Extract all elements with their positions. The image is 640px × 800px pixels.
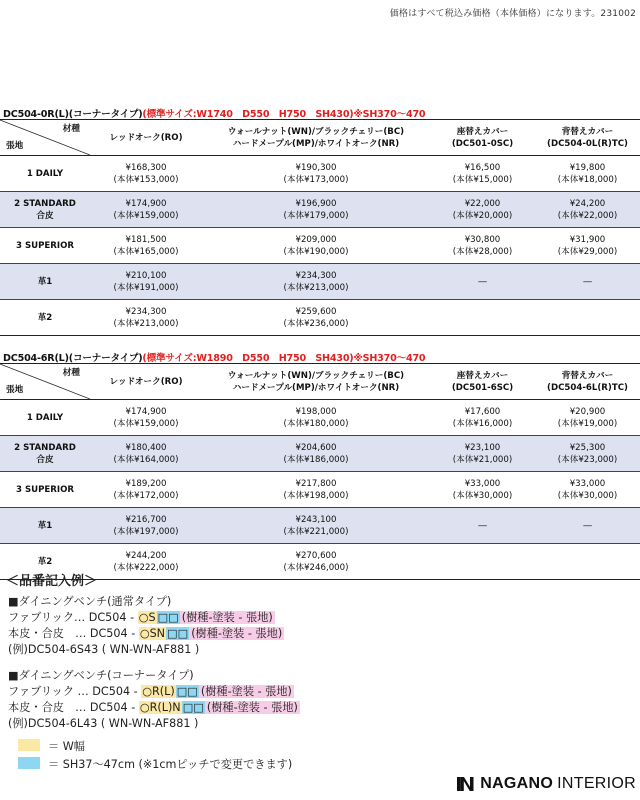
brand-logo: NAGANO INTERIOR — [456, 774, 636, 794]
col-red-oak: レッドオーク(RO) — [90, 120, 202, 156]
table-row: 3 SUPERIOR ¥189,200 (本体¥172,000) ¥217,800 (本体¥198,000) ¥33,000 (本体¥30,000) ¥33,000 (本体¥30,000) — [0, 472, 640, 508]
group1-title: ■ダイニングベンチ(通常タイプ) — [8, 595, 172, 608]
price-note: 価格はすべて税込み価格（本体価格）になります。231002 — [389, 9, 636, 19]
section1-title: DC504-0R(L)(コーナータイプ)(標準サイズ:W1740 D550 H750 SH430)※SH370～470 — [3, 109, 426, 120]
group1-line1: ファブリック… DC504 - ○S □□ (樹種-塗装 - 張地) — [8, 611, 273, 624]
col-back-cover: 背替えカバー (DC504-6L(R)TC) — [535, 364, 640, 400]
table-row: 1 DAILY ¥168,300 (本体¥153,000) ¥190,300 (本体¥173,000) ¥16,500 (本体¥15,000) ¥19,800 (本体¥18,000) — [0, 156, 640, 192]
col-red-oak: レッドオーク(RO) — [90, 364, 202, 400]
col-back-cover: 背替えカバー (DC504-0L(R)TC) — [535, 120, 640, 156]
corner-cell: 材種 張地 — [0, 364, 90, 400]
table-row: 1 DAILY ¥174,900 (本体¥159,000) ¥198,000 (本体¥180,000) ¥17,600 (本体¥16,000) ¥20,900 (本体¥19,000) — [0, 400, 640, 436]
group2-line2: 本皮・合皮 … DC504 - ○R(L)N □□ (樹種-塗装 - 張地) — [8, 701, 298, 714]
table-row: 革2 ¥244,200 (本体¥222,000) ¥270,600 (本体¥246,000) — [0, 544, 640, 580]
price-table-1 — [0, 119, 640, 336]
group2-line1: ファブリック … DC504 - ○R(L) □□ (樹種-塗装 - 張地) — [8, 685, 292, 698]
section2-title: DC504-6R(L)(コーナータイプ)(標準サイズ:W1890 D550 H750 SH430)※SH370～470 — [3, 353, 426, 364]
table-row: 2 STANDARD 合皮 ¥174,900 (本体¥159,000) ¥196,900 (本体¥179,000) ¥22,000 (本体¥20,000) ¥24,200 (本体¥22,000) — [0, 192, 640, 228]
nagano-logo-icon — [456, 774, 476, 794]
col-seat-cover: 座替えカバー (DC501-6SC) — [430, 364, 535, 400]
group1-line2: 本皮・合皮 … DC504 - ○SN □□ (樹種-塗装 - 張地) — [8, 627, 283, 640]
table-row: 2 STANDARD 合皮 ¥180,400 (本体¥164,000) ¥204,600 (本体¥186,000) ¥23,100 (本体¥21,000) ¥25,300 (本体¥23,000) — [0, 436, 640, 472]
table-row: 革1 ¥210,100 (本体¥191,000) ¥234,300 (本体¥213,000) ― ― — [0, 264, 640, 300]
table-header — [0, 364, 640, 400]
group2-example: (例)DC504-6L43 ( WN-WN-AF881 ) — [8, 717, 199, 730]
example-heading: ＜品番記入例＞ — [6, 574, 98, 589]
legend-seat-height: ＝ SH37～47cm (※1cmピッチで変更できます) — [18, 757, 292, 773]
price-table-2 — [0, 363, 640, 580]
group1-example: (例)DC504-6S43 ( WN-WN-AF881 ) — [8, 643, 200, 656]
table-row: 革2 ¥234,300 (本体¥213,000) ¥259,600 (本体¥236,000) — [0, 300, 640, 336]
table-row: 3 SUPERIOR ¥181,500 (本体¥165,000) ¥209,000 (本体¥190,000) ¥30,800 (本体¥28,000) ¥31,900 (本体¥29,000) — [0, 228, 640, 264]
table-row: 革1 ¥216,700 (本体¥197,000) ¥243,100 (本体¥221,000) ― ― — [0, 508, 640, 544]
col-walnut: ウォールナット(WN)/ブラックチェリー(BC) ハードメープル(MP)/ホワイトオーク(NR) — [202, 120, 430, 156]
col-seat-cover: 座替えカバー (DC501-0SC) — [430, 120, 535, 156]
blue-swatch — [18, 757, 40, 769]
legend-width: ＝ W幅 — [18, 739, 85, 755]
table-header — [0, 120, 640, 156]
col-walnut: ウォールナット(WN)/ブラックチェリー(BC) ハードメープル(MP)/ホワイトオーク(NR) — [202, 364, 430, 400]
corner-cell: 材種 張地 — [0, 120, 90, 156]
group2-title: ■ダイニングベンチ(コーナータイプ) — [8, 669, 194, 682]
yellow-swatch — [18, 739, 40, 751]
